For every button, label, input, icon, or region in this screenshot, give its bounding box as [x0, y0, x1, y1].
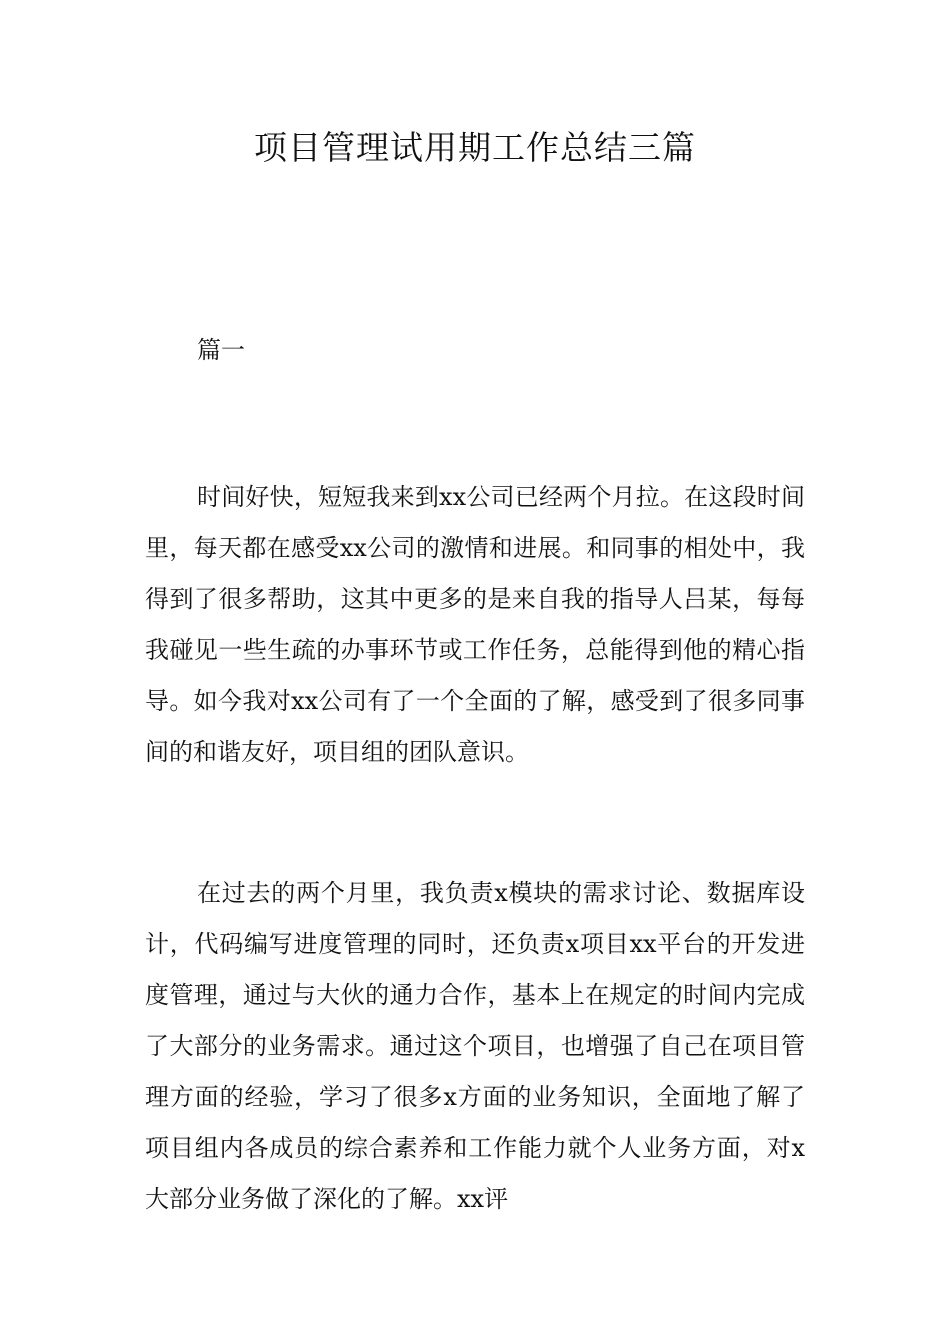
body-paragraph-2: 在过去的两个月里，我负责x模块的需求讨论、数据库设计，代码编写进度管理的同时，还负责x项目xx平台的开发进度管理，通过与大伙的通力合作，基本上在规定的时间内完成了大部分的业务需求。通过这个项目，也增强了自己在项目管理方面的经验，学习了很多x方面的业务知识，全面地了解了项目组内各成员的综合素养和工作能力就个人业务方面，对x大部分业务做了深化的了解。xx评	[145, 879, 805, 1213]
body-paragraph-1: 时间好快，短短我来到xx公司已经两个月拉。在这段时间里，每天都在感受xx公司的激情和进展。和同事的相处中，我得到了很多帮助，这其中更多的是来自我的指导人吕某，每每我碰见一些生疏的办事环节或工作任务，总能得到他的精心指导。如今我对xx公司有了一个全面的了解，感受到了很多同事间的和谐友好，项目组的团队意识。	[145, 483, 805, 766]
document-title: 项目管理试用期工作总结三篇	[254, 128, 696, 167]
section-heading: 篇一	[197, 336, 245, 364]
